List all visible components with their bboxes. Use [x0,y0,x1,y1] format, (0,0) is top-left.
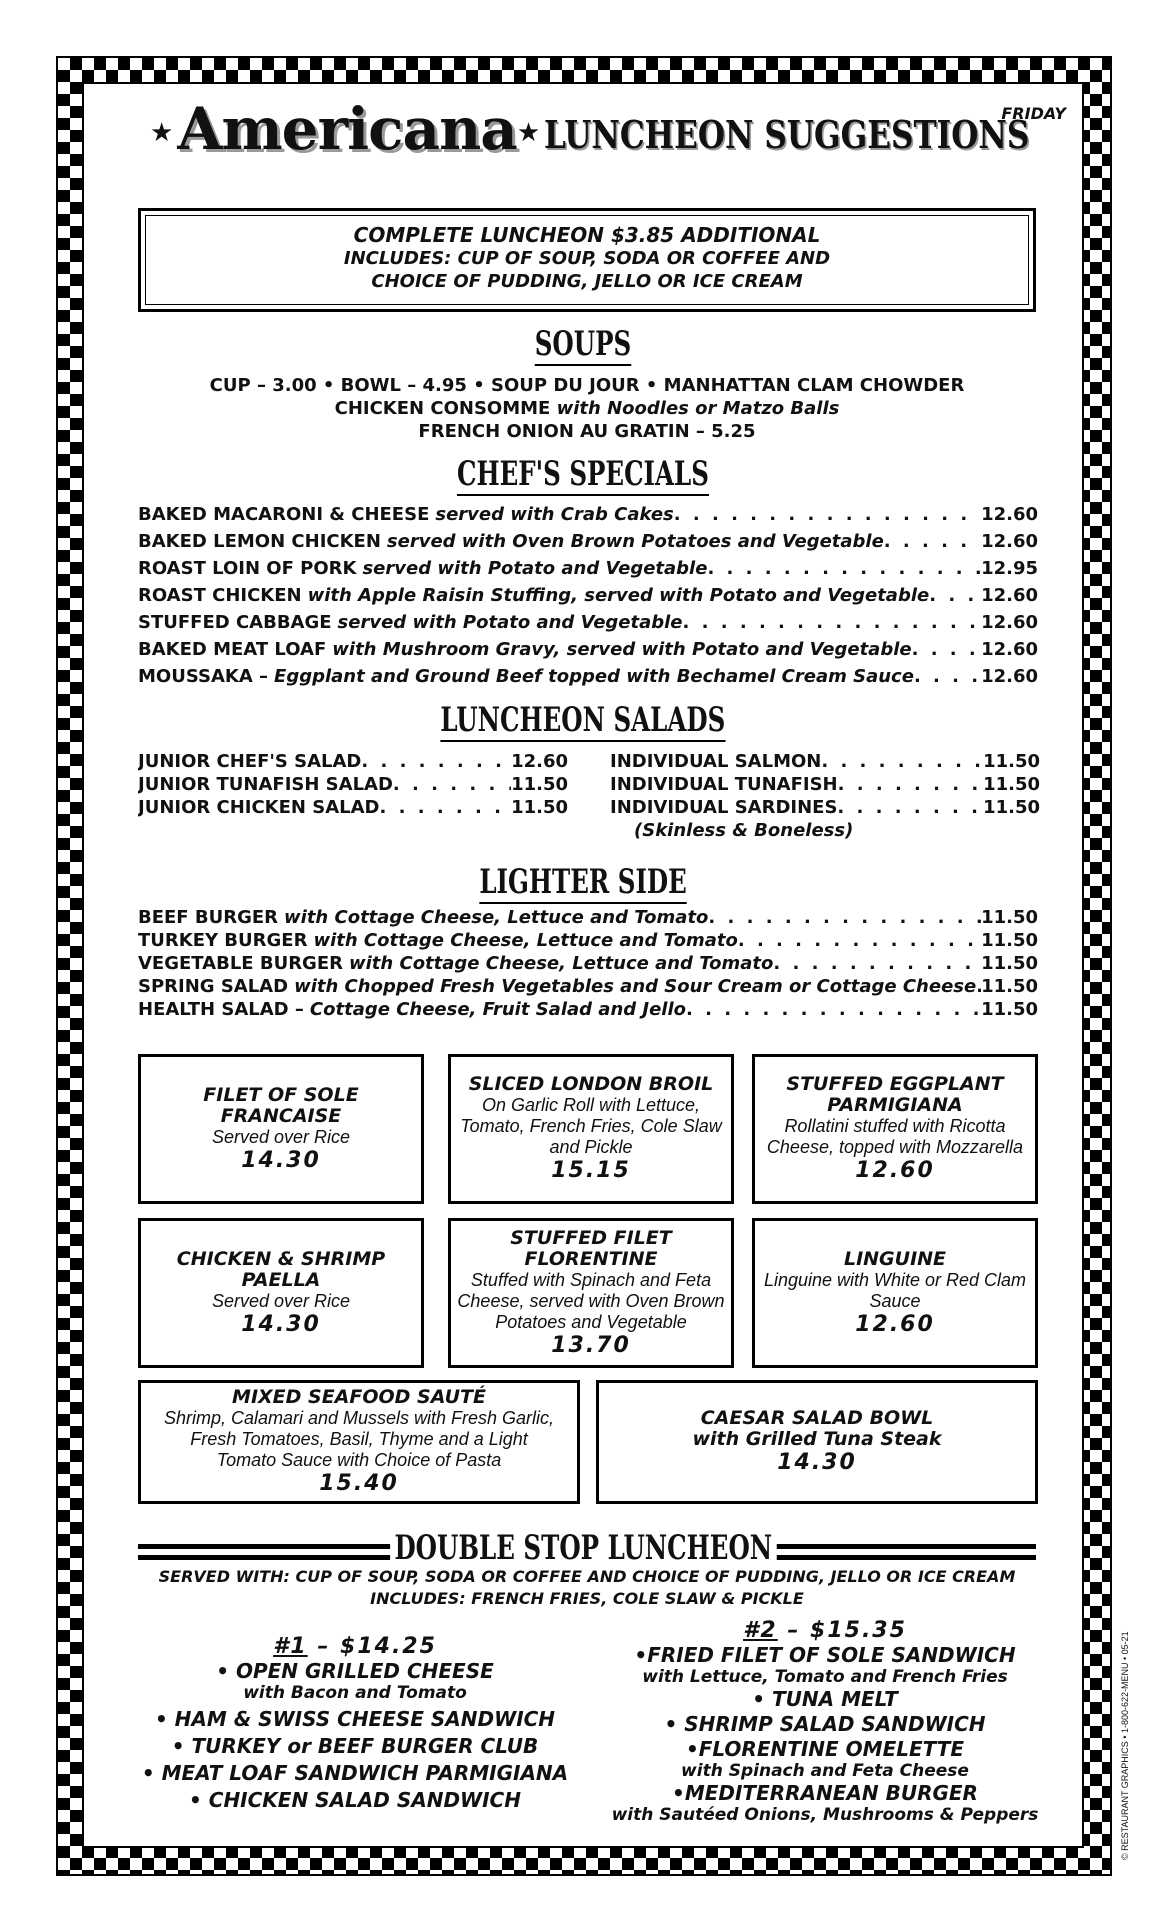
soups-heading: SOUPS [534,324,632,364]
menu-item: JUNIOR TUNAFISH SALAD . . . 11.50 [138,773,568,796]
sardines-note: (Skinless & Boneless) [634,820,854,841]
soup-desc: with Noodles or Matzo Balls [556,398,840,419]
soup-name: CHICKEN CONSOMME [334,398,551,419]
complete-line-1: COMPLETE LUNCHEON $3.85 ADDITIONAL [353,223,821,247]
double-stop-option-1: #1 – $14.25 • OPEN GRILLED CHEESE with Bacon and Tomato • HAM & SWISS CHEESE SANDWICH • TURKEY or BEEF BURGER CLUB • MEAT LOAF SANDWICH PARMIGIANA • CHICKEN SALAD SANDWICH [141,1634,569,1812]
soups-line-3: FRENCH ONION AU GRATIN – 5.25 [418,421,756,442]
menu-item: INDIVIDUAL SALMON . . . 11.50 [610,750,1040,773]
feature-box-seafood: MIXED SEAFOOD SAUTÉ Shrimp, Calamari and Mussels with Fresh Garlic, Fresh Tomatoes, Basil, Thyme and a Light Tomato Sauce with Choice of Pasta 15.40 [138,1380,580,1504]
menu-item: VEGETABLE BURGER with Cottage Cheese, Lettuce and Tomato . . . 11.50 [138,952,1038,975]
complete-line-3: CHOICE OF PUDDING, JELLO OR ICE CREAM [371,271,803,292]
menu-item: HEALTH SALAD – Cottage Cheese, Fruit Salad and Jello . . . 11.50 [138,998,1038,1021]
menu-item: BAKED MEAT LOAF with Mushroom Gravy, served with Potato and Vegetable . . . 12.60 [138,636,1038,663]
menu-item: JUNIOR CHICKEN SALAD . . . 11.50 [138,796,568,819]
lighter-side-list [138,906,1038,1021]
feature-box-london-broil: SLICED LONDON BROIL On Garlic Roll with Lettuce, Tomato, French Fries, Cole Slaw and Pickle 15.15 [448,1054,734,1204]
feature-box-paella: CHICKEN & SHRIMP PAELLA Served over Rice 14.30 [138,1218,424,1368]
menu-item: INDIVIDUAL TUNAFISH . . . 11.50 [610,773,1040,796]
feature-box-eggplant: STUFFED EGGPLANT PARMIGIANA Rollatini stuffed with Ricotta Cheese, topped with Mozzarella 12.60 [752,1054,1038,1204]
menu-item: MOUSSAKA – Eggplant and Ground Beef topped with Bechamel Cream Sauce . . . 12.60 [138,663,1038,690]
double-stop-subtitle: SERVED WITH: CUP OF SOUP, SODA OR COFFEE AND CHOICE OF PUDDING, JELLO OR ICE CREAM INCLUDES: FRENCH FRIES, COLE SLAW & PICKLE [158,1567,1016,1608]
menu-item: INDIVIDUAL SARDINES . . . 11.50 [610,796,1040,819]
lighter-side-heading: LIGHTER SIDE [479,862,687,902]
menu-item: JUNIOR CHEF'S SALAD . . . 12.60 [138,750,568,773]
chefs-specials-list [138,501,1038,690]
menu-item: ROAST LOIN OF PORK served with Potato and Vegetable . . . 12.95 [138,555,1038,582]
star-icon: ★ [516,118,541,148]
star-icon: ★ [150,118,174,148]
luncheon-salads-heading: LUNCHEON SALADS [440,700,726,740]
menu-title [150,95,1030,163]
menu-item: TURKEY BURGER with Cottage Cheese, Lettuce and Tomato . . . 11.50 [138,929,1038,952]
complete-line-2: INCLUDES: CUP OF SOUP, SODA OR COFFEE AND [343,248,831,269]
feature-box-caesar: CAESAR SALAD BOWL with Grilled Tuna Steak 14.30 [596,1380,1038,1504]
menu-day: FRIDAY [1001,104,1066,123]
menu-item: ROAST CHICKEN with Apple Raisin Stuffing, served with Potato and Vegetable . . . 12.60 [138,582,1038,609]
salads-right-column [610,750,1040,842]
salads-left-column [138,750,568,819]
menu-subtitle: LUNCHEON SUGGESTIONS [544,112,1030,157]
soups-line-1: CUP – 3.00 • BOWL – 4.95 • SOUP DU JOUR • MANHATTAN CLAM CHOWDER [209,375,965,396]
soups-list [138,374,1036,443]
menu-item: BAKED MACARONI & CHEESE served with Crab Cakes . . . 12.60 [138,501,1038,528]
feature-box-sole: FILET OF SOLE FRANCAISE Served over Rice 14.30 [138,1054,424,1204]
double-stop-option-2: #2 – $15.35 •FRIED FILET OF SOLE SANDWICH with Lettuce, Tomato and French Fries • TUNA MELT • SHRIMP SALAD SANDWICH •FLORENTINE OMELETTE with Spinach and Feta Cheese •MEDITERRANEAN BURGER with Sautéed Onions, Mushrooms & Peppers [611,1618,1039,1825]
menu-item: BEEF BURGER with Cottage Cheese, Lettuce and Tomato . . . 11.50 [138,906,1038,929]
menu-item: SPRING SALAD with Chopped Fresh Vegetables and Sour Cream or Cottage Cheese . . . 11.50 [138,975,1038,998]
printer-credit: © RESTAURANT GRAPHICS • 1-800-622-MENU • 05-21 [1120,1631,1130,1860]
feature-box-linguine: LINGUINE Linguine with White or Red Clam Sauce 12.60 [752,1218,1038,1368]
chefs-specials-heading: CHEF'S SPECIALS [457,454,709,494]
complete-luncheon-box [138,208,1036,312]
menu-item: STUFFED CABBAGE served with Potato and Vegetable . . . 12.60 [138,609,1038,636]
brand-name: Americana [177,95,517,163]
double-stop-heading: DOUBLE STOP LUNCHEON [0,1528,1166,1568]
menu-item: BAKED LEMON CHICKEN served with Oven Brown Potatoes and Vegetable . . . 12.60 [138,528,1038,555]
feature-box-florentine: STUFFED FILET FLORENTINE Stuffed with Spinach and Feta Cheese, served with Oven Brown Potatoes and Vegetable 13.70 [448,1218,734,1368]
